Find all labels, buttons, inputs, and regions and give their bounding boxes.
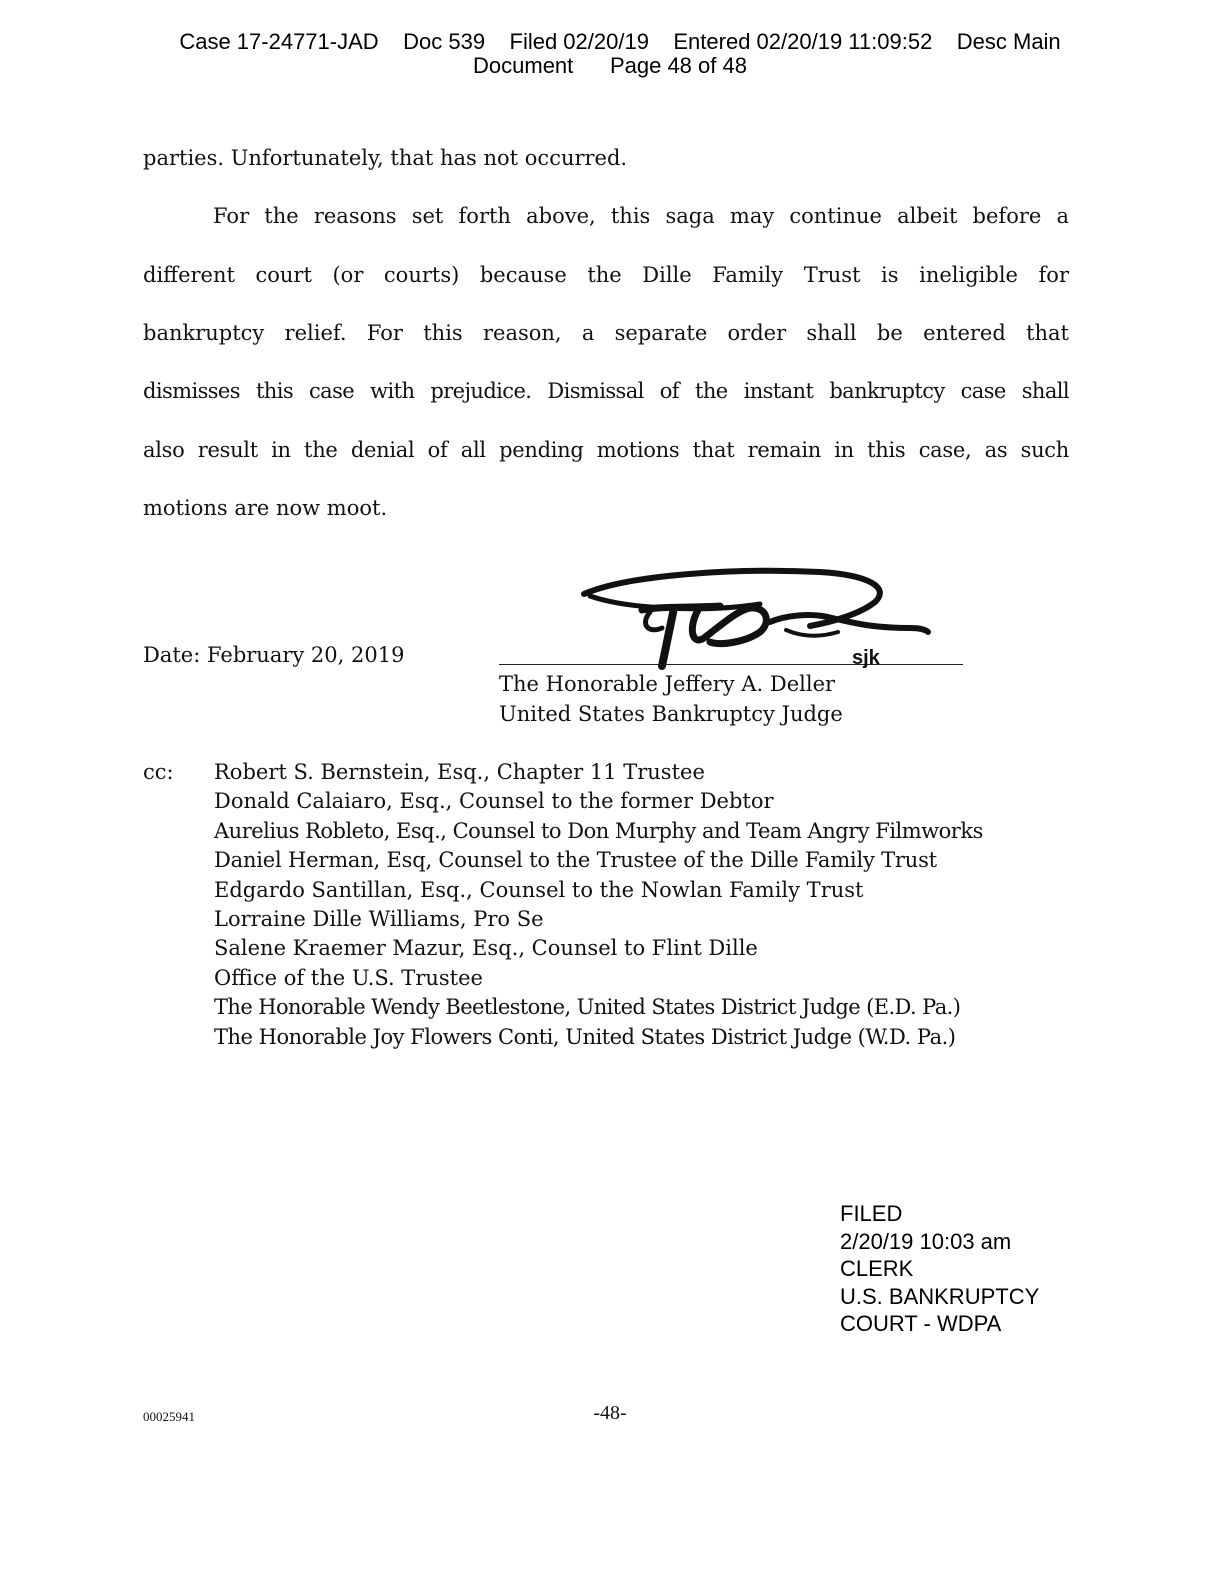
body-line-4: bankruptcy relief. For this reason, a separate order shall be entered that	[143, 321, 1069, 345]
cc-recipient: Aurelius Robleto, Esq., Counsel to Don Murphy and Team Angry Filmworks	[214, 818, 983, 843]
cc-recipient: Lorraine Dille Williams, Pro Se	[214, 907, 544, 932]
page-number: -48-	[593, 1402, 627, 1424]
body-line-7: motions are now moot.	[143, 496, 388, 520]
signature-line	[499, 664, 963, 665]
body-line-3: different court (or courts) because the Dille Family Trust is ineligible for	[143, 263, 1069, 287]
body-line-2: For the reasons set forth above, this saga may continue albeit before a	[213, 204, 1069, 228]
judge-signature-icon	[570, 566, 940, 676]
cc-recipient: Office of the U.S. Trustee	[214, 965, 483, 990]
judge-name: The Honorable Jeffery A. Deller	[499, 672, 836, 696]
cc-recipient-list	[214, 758, 983, 1052]
filed-stamp-line: 2/20/19 10:03 am	[840, 1228, 1012, 1254]
case-header-line-1: Case 17-24771-JAD Doc 539 Filed 02/20/19 Entered 02/20/19 11:09:52 Desc Main	[179, 29, 1061, 54]
cc-recipient: The Honorable Joy Flowers Conti, United States District Judge (W.D. Pa.)	[214, 1024, 956, 1049]
cc-label: cc:	[143, 760, 174, 784]
filed-stamp-line: FILED	[840, 1201, 903, 1226]
judge-title: United States Bankruptcy Judge	[499, 702, 843, 726]
cc-recipient: Donald Calaiaro, Esq., Counsel to the former Debtor	[214, 789, 774, 814]
filed-stamp-line: COURT - WDPA	[840, 1311, 1002, 1337]
cc-recipient: Salene Kraemer Mazur, Esq., Counsel to Flint Dille	[214, 936, 758, 961]
filed-stamp-line: U.S. BANKRUPTCY	[840, 1283, 1040, 1309]
cc-recipient: The Honorable Wendy Beetlestone, United States District Judge (E.D. Pa.)	[214, 995, 961, 1020]
document-number: 00025941	[143, 1409, 195, 1424]
cc-recipient: Robert S. Bernstein, Esq., Chapter 11 Trustee	[214, 760, 705, 784]
body-line-1: parties. Unfortunately, that has not occurred.	[143, 146, 628, 170]
body-line-5: dismisses this case with prejudice. Dismissal of the instant bankruptcy case shall	[143, 379, 1069, 403]
filed-stamp-line: CLERK	[840, 1256, 914, 1282]
order-date: Date: February 20, 2019	[143, 643, 405, 667]
case-header-line-2: Document Page 48 of 48	[473, 53, 747, 78]
cc-recipient: Edgardo Santillan, Esq., Counsel to the Nowlan Family Trust	[214, 877, 864, 902]
body-line-6: also result in the denial of all pending motions that remain in this case, as such	[143, 438, 1069, 462]
filed-stamp	[840, 1200, 1039, 1338]
signature-initials: sjk	[852, 647, 880, 669]
cc-recipient: Daniel Herman, Esq, Counsel to the Trustee of the Dille Family Trust	[214, 848, 937, 873]
